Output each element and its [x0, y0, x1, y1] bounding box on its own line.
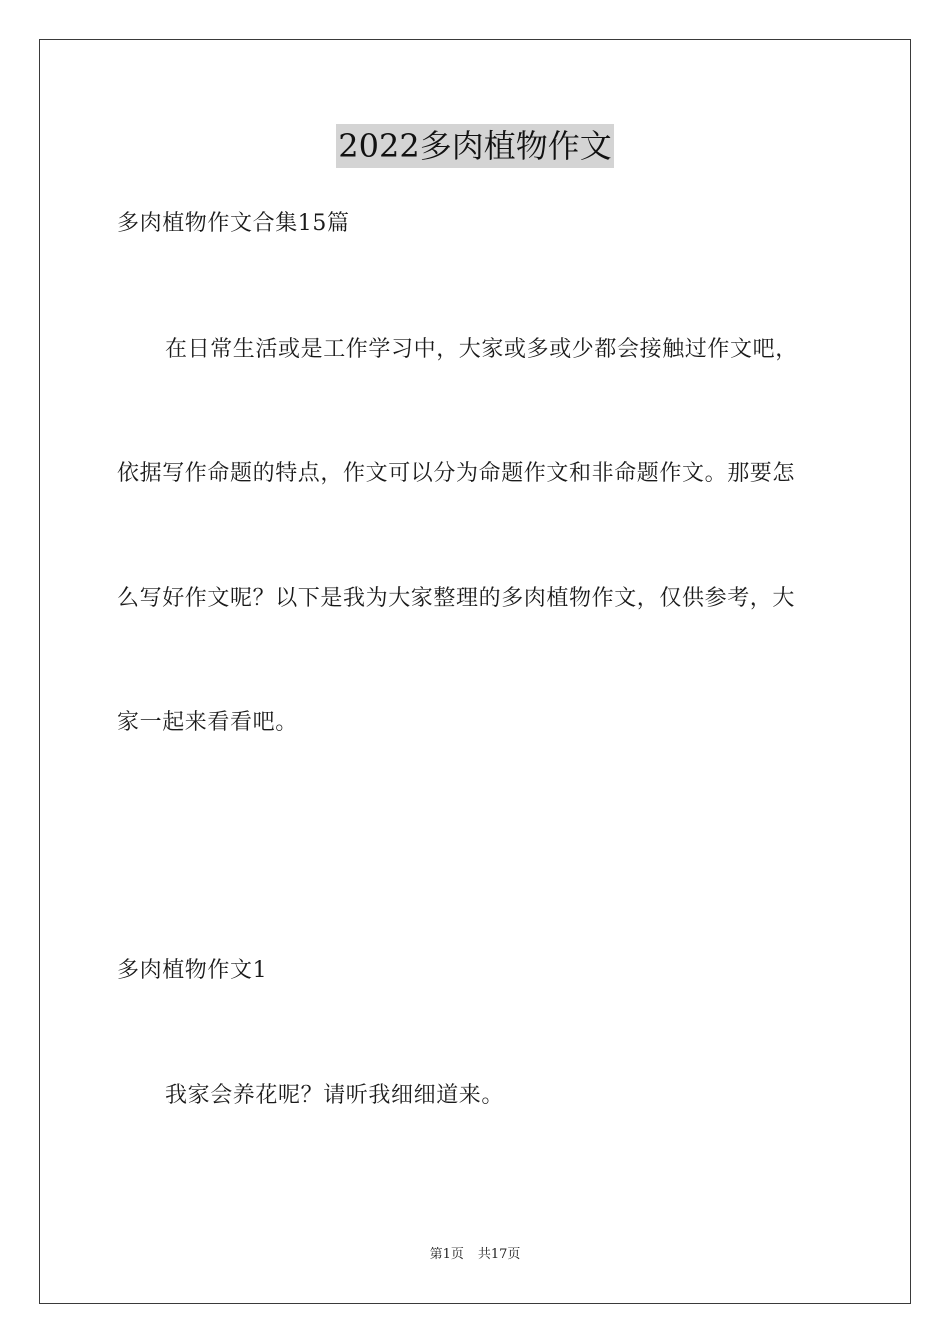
page-number: 第1页: [429, 1247, 464, 1262]
intro-line-1: 在日常生活或是工作学习中，大家或多或少都会接触过作文吧，: [165, 337, 798, 362]
section-paragraph-line: 我家会养花呢？请听我细细道来。: [165, 1083, 505, 1108]
intro-line-2: 依据写作命题的特点，作文可以分为命题作文和非命题作文。那要怎: [117, 461, 796, 486]
page-footer: [0, 1246, 950, 1264]
title-container: [0, 124, 950, 168]
section-heading: 多肉植物作文1: [117, 958, 268, 983]
intro-line-4: 家一起来看看吧。: [117, 710, 298, 735]
intro-line-3: 么写好作文呢？以下是我为大家整理的多肉植物作文，仅供参考，大: [117, 586, 796, 611]
document-title: 2022多肉植物作文: [336, 124, 613, 168]
total-pages: 共17页: [477, 1247, 521, 1262]
document-subtitle: 多肉植物作文合集15篇: [117, 211, 350, 236]
